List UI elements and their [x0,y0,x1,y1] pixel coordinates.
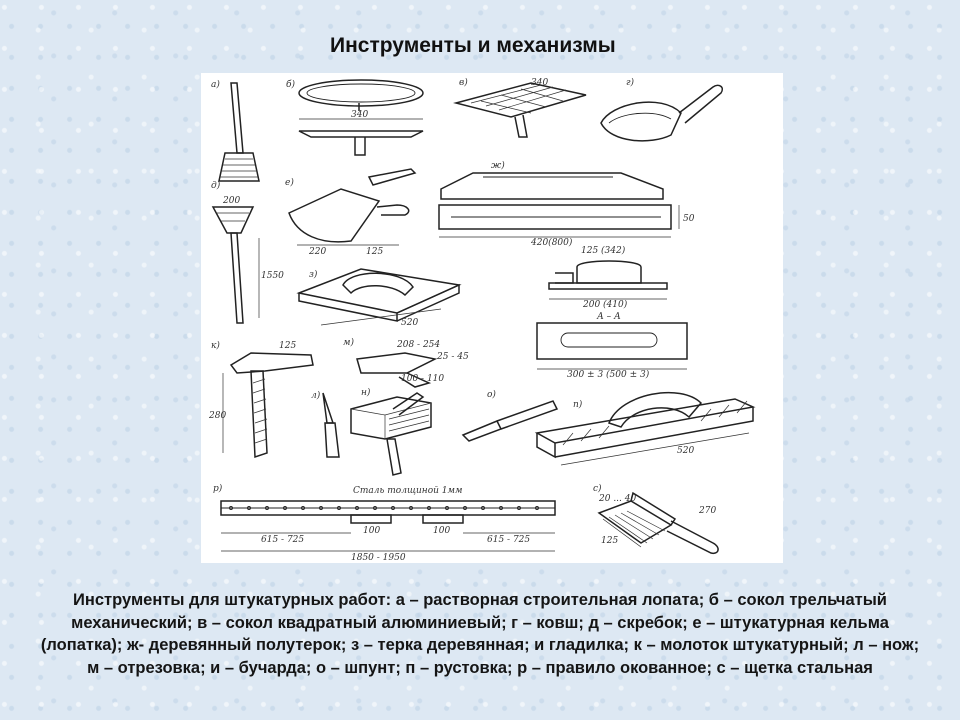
label-a: а) [211,80,220,90]
shod-rule-drawing [213,483,555,563]
label-zh: ж) [491,161,505,171]
label-z: з) [309,270,318,280]
dim-z-520: 520 [401,318,419,328]
dim-r-total: 1850 - 1950 [351,553,406,563]
label-p: п) [573,400,583,410]
dim-d-1550: 1550 [261,271,284,281]
dim-b-width: 340 [351,110,369,120]
label-r: р) [213,484,223,494]
dim-n-25: 25 - 45 [437,352,469,362]
dim-k-125: 125 [279,341,297,351]
tools-illustration [201,73,783,563]
smoothing-float-drawing [537,245,687,380]
page-title: Инструменты и механизмы [330,34,616,57]
label-e: е) [285,178,294,188]
dim-z-aa: А – А [597,312,621,322]
dim-r-615a: 615 - 725 [261,535,305,545]
dim-v-width: 340 [531,78,549,88]
label-d: д) [211,181,221,191]
dim-n-208: 208 - 254 [397,340,441,350]
scoop-drawing [601,77,722,141]
dim-z-125: 125 (342) [581,246,626,256]
label-o: о) [487,390,496,400]
label-s: с) [593,484,602,494]
cutter-drawing [343,337,469,387]
label-k: к) [211,341,220,351]
dim-z-300: 300 ± 3 (500 ± 3) [567,370,650,380]
dim-e-220: 220 [309,247,327,257]
dim-zh-length: 420(800) [531,238,573,248]
scraper-drawing [211,180,284,323]
chisel-drawing [463,389,557,441]
dim-e-125: 125 [366,247,384,257]
plaster-hammer-drawing [208,340,313,457]
dim-r-615b: 615 - 725 [487,535,531,545]
dim-r-steel: Сталь толщиной 1мм [353,486,463,496]
dim-s-270: 270 [699,506,717,516]
wooden-float-drawing [439,160,695,248]
bushhammer-drawing [351,387,431,475]
knife-drawing [311,390,339,457]
label-g: г) [626,78,635,88]
dim-p-520: 520 [677,446,695,456]
label-n: н) [361,388,371,398]
plaster-trowel-drawing [285,169,415,257]
dim-r-100b: 100 [433,526,451,536]
label-l: л) [311,391,321,401]
figure-caption: Инструменты для штукатурных работ: а – растворная строительная лопата; б – сокол трельчатый механический; в – сокол квадратный алюминиевый; г – ковш; д – скребок; е – штукатурная кельма (лопатка); ж- деревянный полутерок; з – терка деревянная; и гладилка; к – молоток штукатурный; л – нож; м – отрезовка; и – бучарда; о – шпунт; п – рустовка; р – правило окованное; с – щетка стальная [40,591,920,677]
rusticator-drawing [537,393,753,465]
steel-brush-drawing [593,483,718,553]
dim-s-20: 20 ... 40 [599,494,637,504]
hawk-round-drawing [286,79,423,155]
hand-float-drawing [299,269,459,328]
dim-zh-height: 50 [683,214,695,224]
label-b: б) [286,80,296,90]
dim-d-200: 200 [223,196,241,206]
dim-z-200: 200 (410) [583,300,628,310]
label-m: м) [343,338,354,348]
shovel-drawing [211,79,259,181]
dim-r-100a: 100 [363,526,381,536]
dim-n-100: 100 - 110 [401,374,445,384]
label-v: в) [459,78,468,88]
dim-k-280: 280 [209,411,227,421]
dim-s-125: 125 [601,536,619,546]
hawk-square-drawing [456,77,586,137]
